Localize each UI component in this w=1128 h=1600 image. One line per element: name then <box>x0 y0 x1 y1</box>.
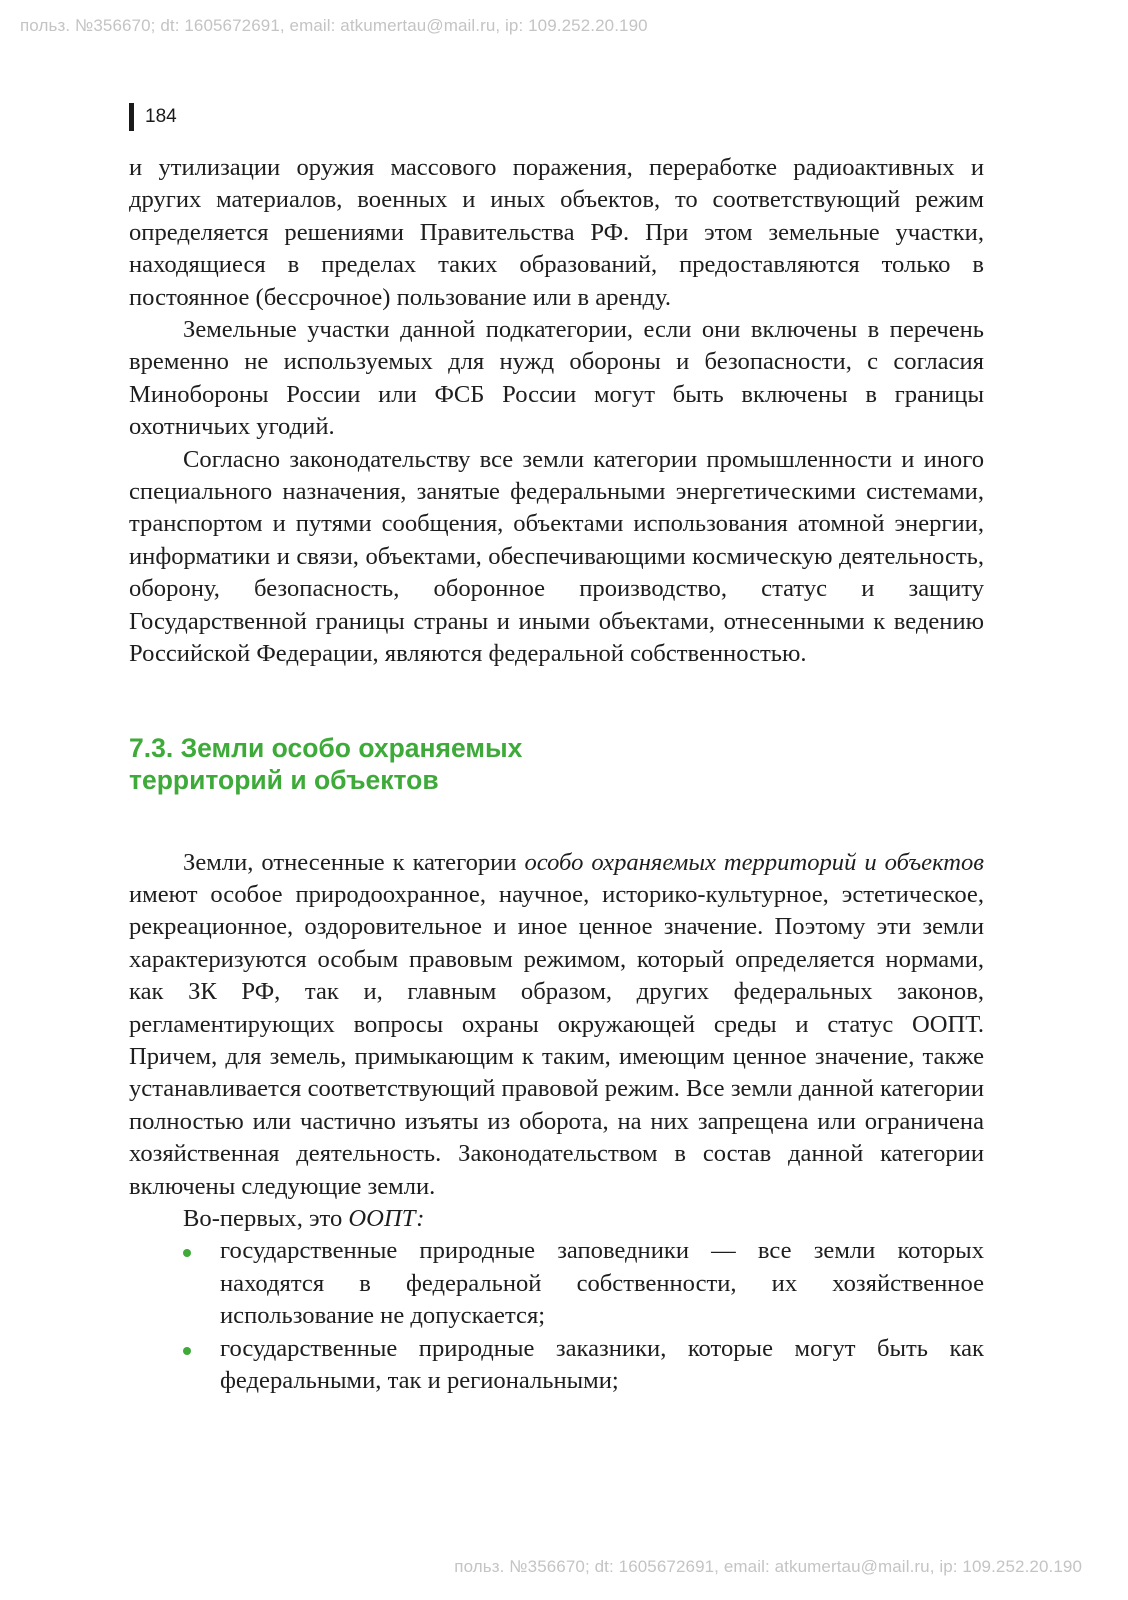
paragraph-lead: Земли, отнесенные к категории <box>183 848 525 876</box>
section-heading-line-1: 7.3. Земли особо охраняемых <box>129 732 523 763</box>
paragraph-term: особо охраняемых территорий и объектов <box>524 848 984 876</box>
watermark-top: польз. №356670; dt: 1605672691, email: atkumertau@mail.ru, ip: 109.252.20.190 <box>20 16 648 35</box>
page-number <box>129 103 177 131</box>
section-heading <box>129 732 984 796</box>
paragraph-body: имеют особое природоохранное, научное, историко-культурное, эстетическое, рекреационное, оздоровительное и иное ценное значение. Поэтому эти земли характеризуются особым правовым режимом, который определяется нормами, как ЗК РФ, так и, главным образом, других федеральных законов, регламентирующих вопросы охраны окружающей среды и статус ООПТ. Причем, для земель, примыкающим к таким, имеющим ценное значение, также устанавливается соответствующий правовой режим. Все земли данной категории полностью или частично изъяты из оборота, на них запрещена или ограничена хозяйственная деятельность. Законодательством в состав данной категории включены следующие земли. <box>129 880 984 1200</box>
page-content <box>129 152 984 1397</box>
list-item <box>129 1235 984 1332</box>
firstly-term: ООПТ: <box>348 1204 425 1232</box>
bullet-icon <box>183 1249 191 1257</box>
paragraph-continuation: и утилизации оружия массового поражения, переработке радиоактивных и других материалов, военных и иных объектов, то соответствующий режим определяется решениями Правительства РФ. При этом земельные участки, находящиеся в пределах таких образований, предоставляются только в постоянное (бессрочное) пользование или в аренду. <box>129 154 984 311</box>
section-heading-line-2: территорий и объектов <box>129 764 439 795</box>
list-item <box>129 1333 984 1398</box>
paragraph-hunting-grounds: Земельные участки данной подкатегории, если они включены в перечень временно не используемых для нужд обороны и безопасности, с согласия Минобороны России или ФСБ России могут быть включены в границы охотничьих угодий. <box>129 316 984 441</box>
paragraph-firstly <box>129 1203 984 1235</box>
page-number-bar <box>129 103 134 131</box>
paragraph-protected-lands <box>129 847 984 1203</box>
page-number-text: 184 <box>145 106 177 127</box>
watermark-bottom: польз. №356670; dt: 1605672691, email: atkumertau@mail.ru, ip: 109.252.20.190 <box>454 1557 1082 1576</box>
bullet-icon <box>183 1347 191 1355</box>
list-item-text: государственные природные заповедники — все земли которых находятся в федеральной собственности, их хозяйственное использование не допускается; <box>220 1237 984 1330</box>
paragraph-federal-ownership: Согласно законодательству все земли категории промышленности и иного специального назначения, занятые федеральными энергетическими системами, транспортом и путями сообщения, объектами использования атомной энергии, информатики и связи, объектами, обеспечивающими космическую деятельность, оборону, безопасность, оборонное производство, статус и защиту Государственной границы страны и иными объектами, отнесенными к ведению Российской Федерации, являются федеральной собственностью. <box>129 445 984 668</box>
list-item-text: государственные природные заказники, которые могут быть как федеральными, так и региональными; <box>220 1334 984 1394</box>
firstly-lead: Во-первых, это <box>183 1204 349 1232</box>
protected-areas-list <box>129 1235 984 1397</box>
